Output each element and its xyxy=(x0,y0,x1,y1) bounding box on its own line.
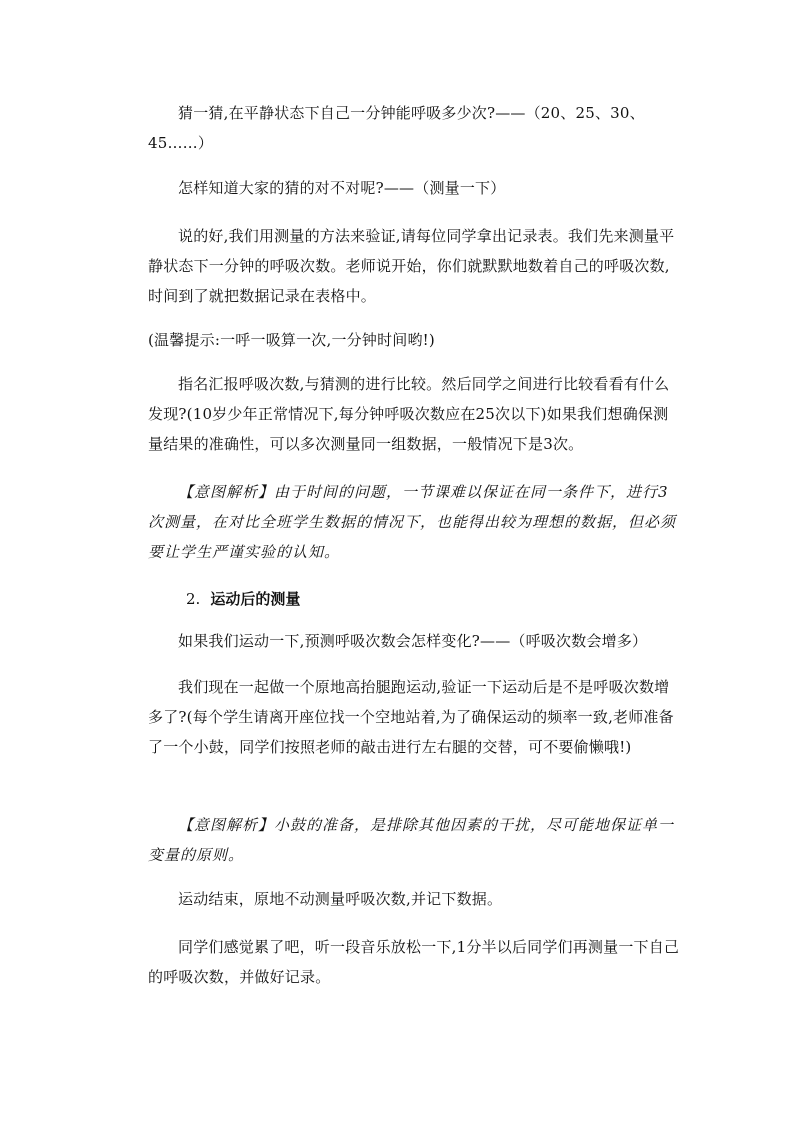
paragraph-measure-method: 说的好,我们用测量的方法来验证,请每位同学拿出记录表。我们先来测量平静状态下一分钟的呼吸次数。老师说开始，你们就默默地数着自己的呼吸次数,时间到了就把数据记录在表格中。 xyxy=(148,227,675,305)
paragraph-predict: 如果我们运动一下,预测呼吸次数会怎样变化?——（呼吸次数会增多） xyxy=(178,632,648,650)
paragraph-tip: (温馨提示:一呼一吸算一次,一分钟时间哟!) xyxy=(148,331,435,349)
section-heading xyxy=(186,584,300,614)
analysis-label: 【意图解析】 xyxy=(178,483,275,501)
analysis-label: 【意图解析】 xyxy=(178,816,275,834)
analysis-text: 小鼓的准备，是排除其他因素的干扰，尽可能地保证单一变量的原则。 xyxy=(148,816,675,864)
section-title: 运动后的测量 xyxy=(210,590,301,608)
paragraph-report: 指名汇报呼吸次数,与猜测的进行比较。然后同学之间进行比较看看有什么发现?(10岁少年正常情况下,每分钟呼吸次数应在25次以下)如果我们想确保测量结果的准确性，可以多次测量同一组数据，一般情况下是3次。 xyxy=(148,375,670,453)
analysis-block-1 xyxy=(148,477,682,567)
paragraph-guess: 猜一猜,在平静状态下自己一分钟能呼吸多少次?——（20、25、30、45……） xyxy=(148,104,645,152)
paragraph-exercise: 我们现在一起做一个原地高抬腿跑运动,验证一下运动后是不是呼吸次数增多了?(每个学生请离开座位找一个空地站着,为了确保运动的频率一致,老师准备了一个小鼓，同学们按照老师的敲击进行左右腿的交替，可不要偷懒哦!) xyxy=(148,678,674,756)
section-number: 2. xyxy=(186,590,201,608)
paragraph-after-exercise: 运动结束，原地不动测量呼吸次数,并记下数据。 xyxy=(178,890,503,908)
paragraph-relax: 同学们感觉累了吧，听一段音乐放松一下,1分半以后同学们再测量一下自己的呼吸次数，并做好记录。 xyxy=(148,938,680,986)
analysis-text: 由于时间的问题，一节课难以保证在同一条件下，进行3次测量，在对比全班学生数据的情况下，也能得出较为理想的数据，但必须要让学生严谨实验的认知。 xyxy=(148,483,677,561)
paragraph-how-to-know: 怎样知道大家的猜的对不对呢?——（测量一下） xyxy=(178,179,506,197)
analysis-block-2 xyxy=(148,810,682,870)
